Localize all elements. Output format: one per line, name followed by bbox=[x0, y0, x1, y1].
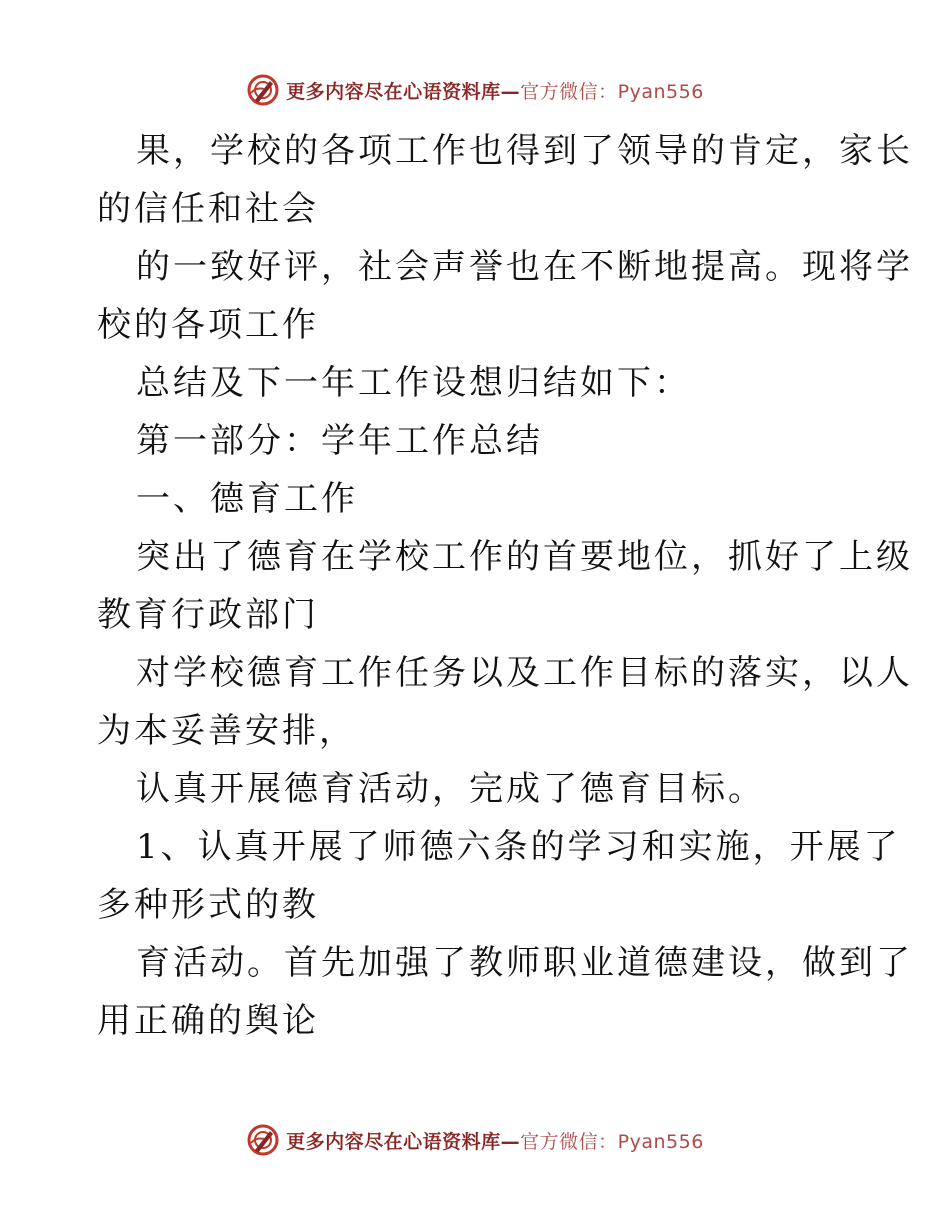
body-line: 总结及下一年工作设想归结如下： bbox=[136, 363, 691, 403]
body-line: 果，学校的各项工作也得到了领导的肯定，家长 bbox=[136, 131, 913, 171]
body-line: 用正确的舆论 bbox=[97, 1001, 319, 1041]
body-line: 校的各项工作 bbox=[97, 305, 319, 345]
footer-watermark-wechat: 官方微信：Pyan556 bbox=[520, 1130, 704, 1153]
subsection-heading: 一、德育工作 bbox=[136, 479, 358, 519]
header-watermark-wechat: 官方微信：Pyan556 bbox=[520, 80, 704, 103]
body-line: 育活动。首先加强了教师职业道德建设，做到了 bbox=[136, 943, 913, 983]
body-line: 多种形式的教 bbox=[97, 885, 319, 925]
numbered-item: 1、认真开展了师德六条的学习和实施，开展了 bbox=[136, 827, 901, 867]
body-line: 对学校德育工作任务以及工作目标的落实，以人 bbox=[136, 653, 913, 693]
header-watermark-text bbox=[286, 77, 704, 104]
footer-watermark-text bbox=[286, 1127, 704, 1154]
body-line: 的信任和社会 bbox=[97, 189, 319, 229]
document-body bbox=[97, 122, 913, 1050]
body-line: 认真开展德育活动，完成了德育目标。 bbox=[136, 769, 765, 809]
logo-icon bbox=[246, 73, 280, 107]
header-watermark-banner bbox=[0, 70, 950, 110]
footer-watermark-main: 更多内容尽在心语资料库— bbox=[286, 1130, 521, 1153]
footer-watermark-banner bbox=[0, 1120, 950, 1160]
body-line: 为本妥善安排， bbox=[97, 711, 356, 751]
body-line: 突出了德育在学校工作的首要地位，抓好了上级 bbox=[136, 537, 913, 577]
section-heading: 第一部分：学年工作总结 bbox=[136, 421, 543, 461]
logo-icon bbox=[246, 1123, 280, 1157]
body-line: 的一致好评，社会声誉也在不断地提高。现将学 bbox=[136, 247, 913, 287]
header-watermark-main: 更多内容尽在心语资料库— bbox=[286, 80, 521, 103]
body-line: 教育行政部门 bbox=[97, 595, 319, 635]
